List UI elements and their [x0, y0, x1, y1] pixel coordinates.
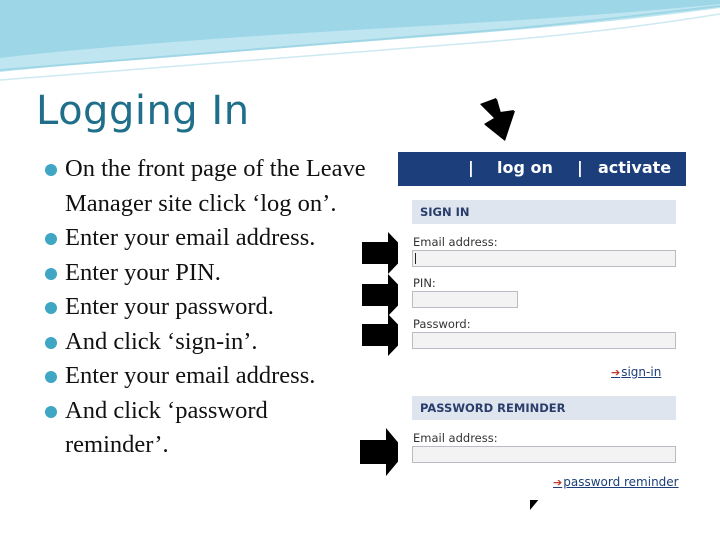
list-item-text: And click ‘password reminder’. [65, 396, 268, 458]
list-item [44, 290, 374, 325]
text-caret [415, 253, 416, 264]
chevron-right-icon: ➔ [611, 366, 621, 379]
list-item [44, 359, 374, 394]
list-item [44, 152, 374, 221]
password-field[interactable] [412, 332, 676, 349]
bullet-dot-icon [45, 268, 57, 280]
list-item-text: Enter your password. [65, 293, 274, 320]
list-item [44, 394, 374, 463]
arrow-pointer-icon [476, 96, 524, 144]
list-item [44, 256, 374, 291]
bullet-dot-icon [45, 233, 57, 245]
slide-title: Logging In [36, 88, 250, 134]
pin-label: PIN: [413, 276, 436, 290]
bullet-dot-icon [45, 337, 57, 349]
list-item-text: On the front page of the Leave Manager site click ‘log on’. [65, 155, 366, 217]
bullet-dot-icon [45, 371, 57, 383]
email-label: Email address: [413, 235, 498, 249]
list-item [44, 221, 374, 256]
reminder-email-label: Email address: [413, 431, 498, 445]
bullet-dot-icon [45, 302, 57, 314]
pin-field[interactable] [412, 291, 518, 308]
chevron-right-icon: ➔ [553, 476, 563, 489]
password-reminder-label: password reminder [563, 475, 679, 489]
header-wave-decoration [0, 0, 720, 90]
list-item-text: And click ‘sign-in’. [65, 327, 258, 355]
list-item-text: Enter your PIN. [65, 258, 221, 286]
log-on-link[interactable]: log on [497, 158, 553, 177]
email-field[interactable] [412, 250, 676, 267]
login-screenshot [398, 152, 686, 500]
activate-link[interactable]: activate [598, 158, 672, 177]
password-label: Password: [413, 317, 471, 331]
password-reminder-header: PASSWORD REMINDER [412, 396, 676, 420]
nav-separator: | [577, 158, 583, 177]
password-reminder-link[interactable] [553, 475, 679, 489]
list-item-text: Enter your email address. [65, 362, 316, 389]
bullet-dot-icon [45, 406, 57, 418]
instruction-list [44, 152, 374, 463]
sign-in-label: sign-in [621, 365, 662, 379]
top-nav-bar [398, 152, 686, 186]
nav-separator: | [468, 158, 474, 177]
reminder-email-field[interactable] [412, 446, 676, 463]
bullet-dot-icon [45, 164, 57, 176]
sign-in-link[interactable] [611, 365, 661, 379]
list-item-text: Enter your email address. [65, 224, 316, 251]
list-item [44, 325, 374, 360]
sign-in-header: SIGN IN [412, 200, 676, 224]
